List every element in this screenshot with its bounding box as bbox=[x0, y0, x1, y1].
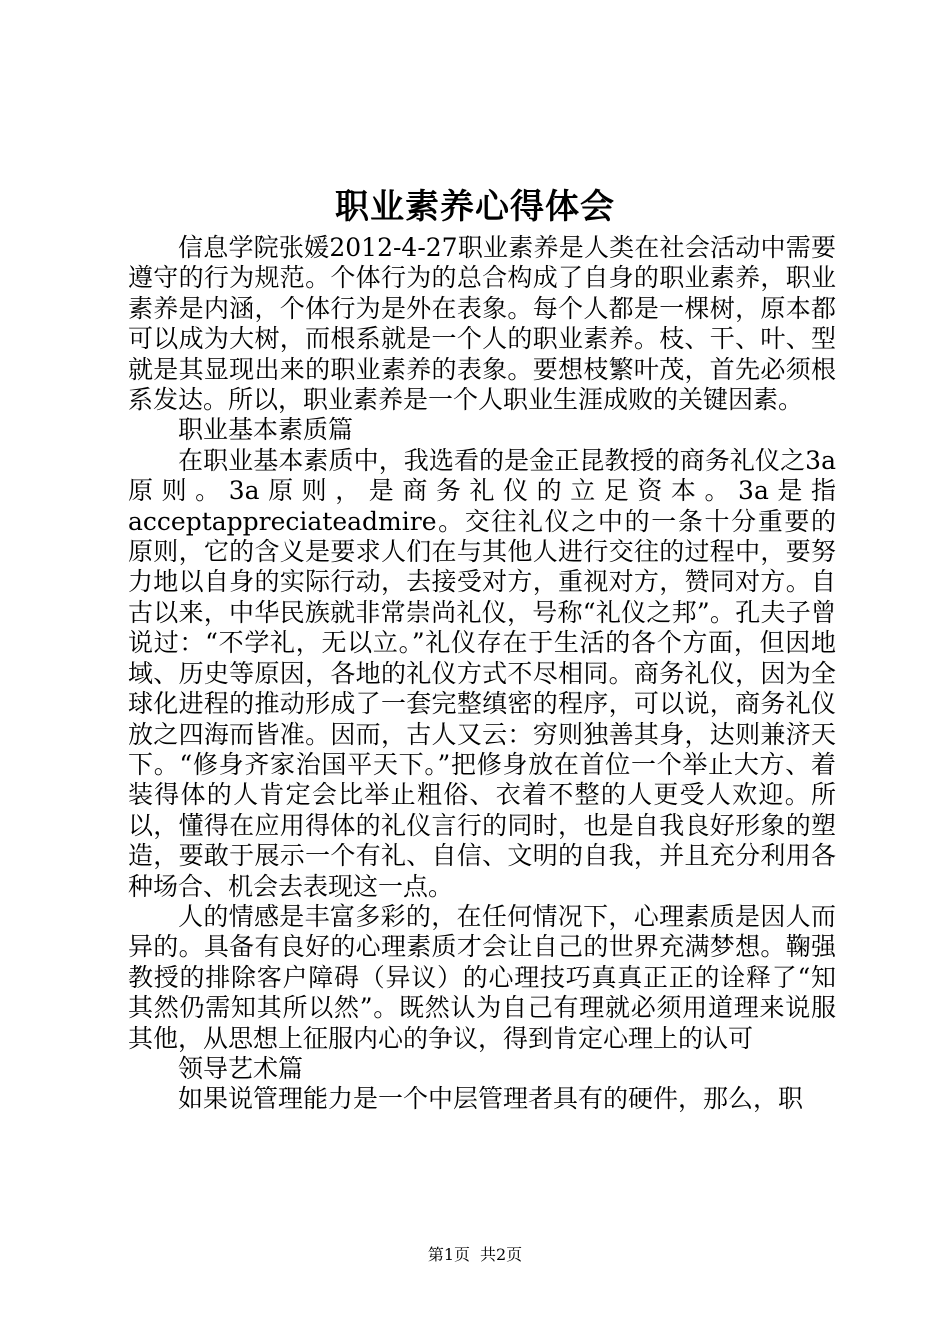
page-number: 第1页 bbox=[427, 1245, 470, 1264]
paragraph-management: 如果说管理能力是一个中层管理者具有的硬件，那么，职 bbox=[178, 1084, 804, 1114]
page-footer bbox=[0, 1244, 950, 1266]
page-total: 共2页 bbox=[480, 1245, 523, 1264]
section-heading-basic-quality: 职业基本素质篇 bbox=[178, 415, 354, 445]
section-heading-leadership: 领导艺术篇 bbox=[178, 1053, 304, 1083]
document-title: 职业素养心得体会 bbox=[335, 187, 615, 227]
paragraph-intro: 信息学院张媛2012-4-27职业素养是人类在社会活动中需要遵守的行为规范。个体行为的总合构成了自身的职业素养，职业素养是内涵，个体行为是外在表象。每个人都是一棵树，原本都可以成为大树，而根系就是一个人的职业素养。枝、干、叶、型就是其显现出来的职业素养的表象。要想枝繁叶茂，首先必须根系发达。所以，职业素养是一个人职业生涯成败的关键因素。 bbox=[128, 233, 836, 415]
paragraph-psychology: 人的情感是丰富多彩的，在任何情况下，心理素质是因人而异的。具备有良好的心理素质才会让自己的世界充满梦想。鞠强教授的排除客户障碍（异议）的心理技巧真真正正的诠释了“知其然仍需知其所以然”。既然认为自己有理就必须用道理来说服其他，从思想上征服内心的争议，得到肯定心理上的认可 bbox=[128, 901, 836, 1053]
document-body bbox=[128, 233, 836, 1115]
paragraph-etiquette: 在职业基本素质中，我选看的是金正昆教授的商务礼仪之3a原则。3a原则，是商务礼仪的立足资本。3a是指acceptappreciateadmire。交往礼仪之中的一条十分重要的原则，它的含义是要求人们在与其他人进行交往的过程中，要努力地以自身的实际行动，去接受对方，重视对方，赞同对方。自古以来，中华民族就非常崇尚礼仪，号称“礼仪之邦”。孔夫子曾说过：“不学礼，无以立。”礼仪存在于生活的各个方面，但因地域、历史等原因，各地的礼仪方式不尽相同。商务礼仪，因为全球化进程的推动形成了一套完整缜密的程序，可以说，商务礼仪放之四海而皆准。因而，古人又云：穷则独善其身，达则兼济天下。“修身齐家治国平天下。”把修身放在首位一个举止大方、着装得体的人肯定会比举止粗俗、衣着不整的人更受人欢迎。所以，懂得在应用得体的礼仪言行的同时，也是自我良好形象的塑造，要敢于展示一个有礼、自信、文明的自我，并且充分利用各种场合、机会去表现这一点。 bbox=[128, 445, 836, 901]
